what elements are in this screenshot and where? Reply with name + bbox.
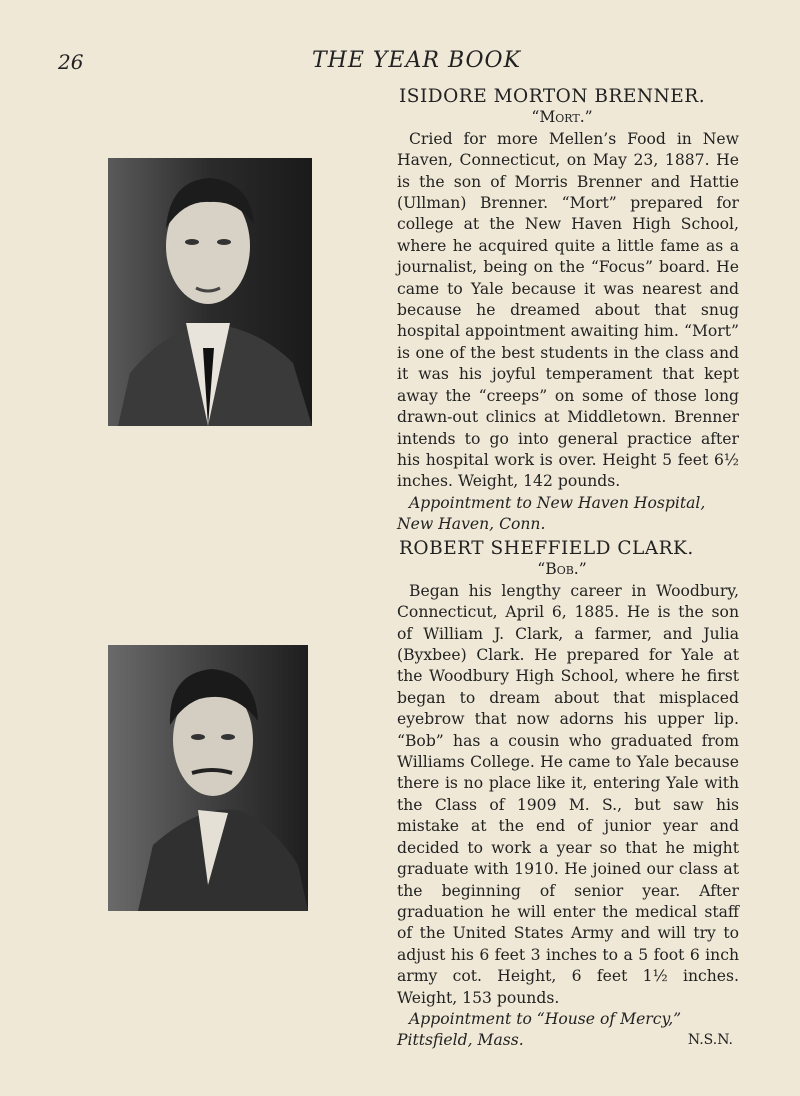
author-initials: N.S.N. (687, 1032, 733, 1049)
portrait-photo-brenner (108, 158, 312, 426)
page-number: 26 (58, 50, 84, 74)
entry-name: ROBERT SHEFFIELD CLARK. (399, 538, 694, 559)
running-head: THE YEAR BOOK (312, 48, 522, 73)
entry-appointment-line (397, 1030, 739, 1051)
biography-entry-clark (397, 538, 739, 1052)
entry-biography: Began his lengthy career in Woodbury, Connecticut, April 6, 1885. He is the son of William J. Clark, a farmer, and Julia (Byxbee) Clark. He prepared for Yale at the Woodbury High School, where he first began to dream about that misplaced eyebrow that now adorns his upper lip. “Bob” has a cousin who graduated from Williams College. He came to Yale because there is no place like it, entering Yale with the Class of 1909 M. S., but saw his mistake at the end of junior year and decided to work a year so that he might graduate with 1910. He joined our class at the beginning of senior year. After graduation he will enter the medical staff of the United States Army and will try to adjust his 6 feet 3 inches to a 5 foot 6 inch army cot. Height, 6 feet 1½ inches. Weight, 153 pounds. (397, 581, 739, 1007)
portrait-photo-clark (108, 645, 308, 911)
entry-appointment-place: Pittsfield, Mass. (397, 1031, 524, 1050)
entry-name: ISIDORE MORTON BRENNER. (399, 86, 706, 107)
entry-nickname: “Bob.” (537, 560, 587, 579)
entry-appointment: Appointment to “House of Mercy,” (409, 1009, 682, 1028)
entry-biography: Cried for more Mellen’s Food in New Haven, Connecticut, on May 23, 1887. He is the son of Morris Brenner and Hattie (Ullman) Brenner. “Mort” prepared for college at the New Haven High School, where he acquired quite a little fame as a journalist, being on the “Focus” board. He came to Yale because it was nearest and because he dreamed about that snug hospital appointment awaiting him. “Mort” is one of the best students in the class and it was his joyful temperament that kept away the “creeps” on some of those long drawn-out clinics at Middletown. Brenner intends to go into general practice after his hospital work is over. Height 5 feet 6½ inches. Weight, 142 pounds. (397, 129, 739, 491)
biography-entry-brenner (397, 86, 739, 536)
entry-appointment: Appointment to New Haven Hospital, New Haven, Conn. (397, 493, 706, 534)
entry-nickname: “Mort.” (531, 108, 593, 127)
